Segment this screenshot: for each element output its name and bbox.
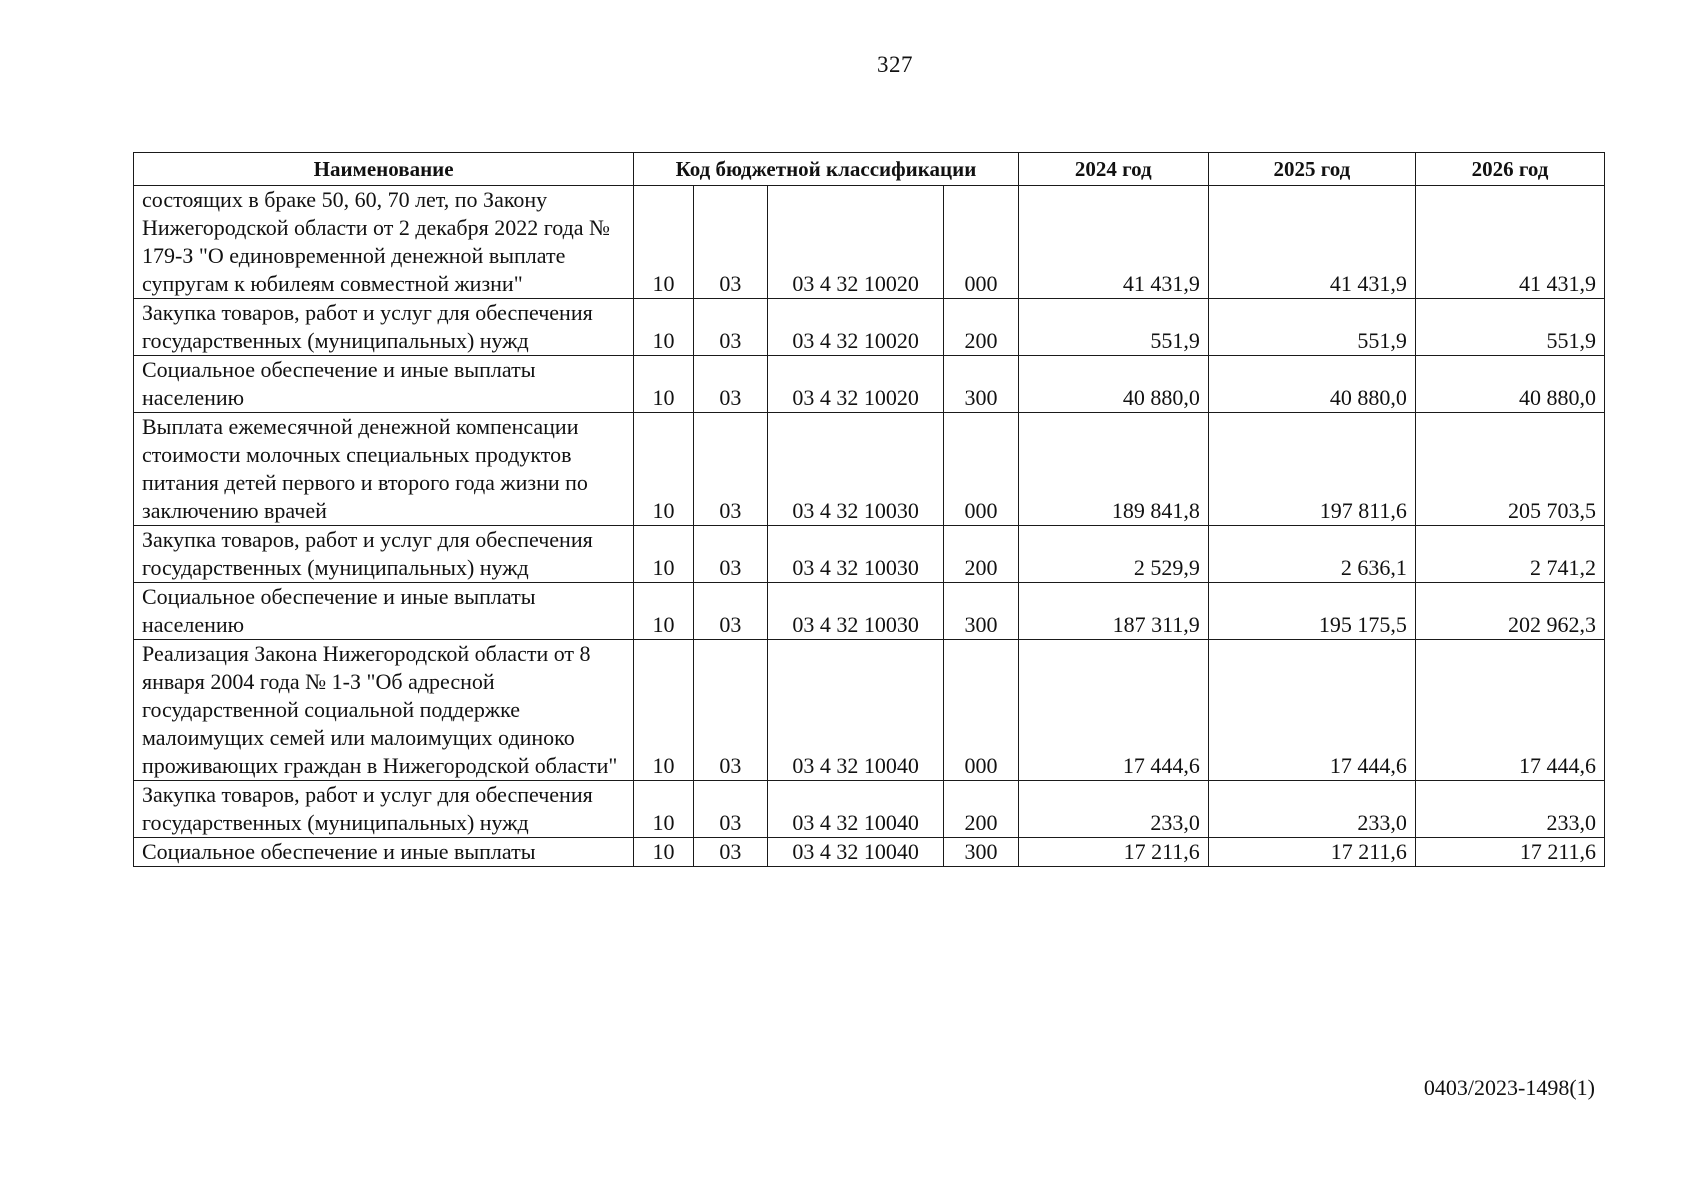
row-name: Социальное обеспечение и иные выплаты населению bbox=[134, 356, 634, 413]
row-target-article: 03 4 32 10040 bbox=[768, 838, 944, 867]
row-amount-2024: 17 444,6 bbox=[1018, 640, 1208, 781]
row-target-article: 03 4 32 10020 bbox=[768, 299, 944, 356]
row-subsection: 03 bbox=[693, 356, 767, 413]
document-code: 0403/2023-1498(1) bbox=[1423, 1075, 1595, 1100]
row-section: 10 bbox=[634, 838, 693, 867]
row-section: 10 bbox=[634, 186, 693, 299]
row-amount-2025: 2 636,1 bbox=[1208, 526, 1415, 583]
row-expense-type: 300 bbox=[944, 583, 1018, 640]
row-target-article: 03 4 32 10020 bbox=[768, 186, 944, 299]
row-name: Социальное обеспечение и иные выплаты населению bbox=[134, 583, 634, 640]
row-section: 10 bbox=[634, 781, 693, 838]
row-expense-type: 200 bbox=[944, 781, 1018, 838]
row-target-article: 03 4 32 10040 bbox=[768, 640, 944, 781]
row-amount-2024: 40 880,0 bbox=[1018, 356, 1208, 413]
table-body bbox=[134, 186, 1605, 867]
row-amount-2024: 187 311,9 bbox=[1018, 583, 1208, 640]
table-row bbox=[134, 413, 1605, 526]
row-subsection: 03 bbox=[693, 583, 767, 640]
row-amount-2026: 205 703,5 bbox=[1415, 413, 1604, 526]
table-row bbox=[134, 640, 1605, 781]
row-section: 10 bbox=[634, 640, 693, 781]
row-amount-2026: 41 431,9 bbox=[1415, 186, 1604, 299]
table-row bbox=[134, 526, 1605, 583]
row-target-article: 03 4 32 10040 bbox=[768, 781, 944, 838]
row-section: 10 bbox=[634, 413, 693, 526]
row-target-article: 03 4 32 10030 bbox=[768, 583, 944, 640]
row-amount-2025: 233,0 bbox=[1208, 781, 1415, 838]
row-expense-type: 200 bbox=[944, 526, 1018, 583]
row-amount-2025: 197 811,6 bbox=[1208, 413, 1415, 526]
row-subsection: 03 bbox=[693, 640, 767, 781]
row-amount-2025: 195 175,5 bbox=[1208, 583, 1415, 640]
row-target-article: 03 4 32 10030 bbox=[768, 526, 944, 583]
table-row bbox=[134, 583, 1605, 640]
row-amount-2024: 2 529,9 bbox=[1018, 526, 1208, 583]
table-row bbox=[134, 299, 1605, 356]
header-code: Код бюджетной классификации bbox=[634, 153, 1019, 186]
row-amount-2026: 17 444,6 bbox=[1415, 640, 1604, 781]
row-expense-type: 000 bbox=[944, 640, 1018, 781]
row-subsection: 03 bbox=[693, 781, 767, 838]
row-section: 10 bbox=[634, 526, 693, 583]
row-amount-2026: 40 880,0 bbox=[1415, 356, 1604, 413]
row-name: состоящих в браке 50, 60, 70 лет, по Закону Нижегородской области от 2 декабря 2022 года № 179-З "О единовременной денежной выплате супругам к юбилеям совместной жизни" bbox=[134, 186, 634, 299]
table-row bbox=[134, 186, 1605, 299]
row-amount-2026: 551,9 bbox=[1415, 299, 1604, 356]
row-amount-2025: 41 431,9 bbox=[1208, 186, 1415, 299]
header-year-2025: 2025 год bbox=[1208, 153, 1415, 186]
row-amount-2024: 41 431,9 bbox=[1018, 186, 1208, 299]
row-name: Закупка товаров, работ и услуг для обеспечения государственных (муниципальных) нужд bbox=[134, 781, 634, 838]
row-amount-2025: 17 211,6 bbox=[1208, 838, 1415, 867]
row-target-article: 03 4 32 10020 bbox=[768, 356, 944, 413]
row-expense-type: 000 bbox=[944, 413, 1018, 526]
row-amount-2025: 40 880,0 bbox=[1208, 356, 1415, 413]
row-amount-2025: 17 444,6 bbox=[1208, 640, 1415, 781]
header-year-2026: 2026 год bbox=[1415, 153, 1604, 186]
row-amount-2026: 2 741,2 bbox=[1415, 526, 1604, 583]
row-target-article: 03 4 32 10030 bbox=[768, 413, 944, 526]
table-row bbox=[134, 781, 1605, 838]
row-amount-2026: 202 962,3 bbox=[1415, 583, 1604, 640]
page-number: 327 bbox=[877, 52, 913, 77]
row-amount-2025: 551,9 bbox=[1208, 299, 1415, 356]
row-name: Закупка товаров, работ и услуг для обеспечения государственных (муниципальных) нужд bbox=[134, 526, 634, 583]
row-amount-2026: 233,0 bbox=[1415, 781, 1604, 838]
header-name: Наименование bbox=[134, 153, 634, 186]
row-amount-2024: 233,0 bbox=[1018, 781, 1208, 838]
row-expense-type: 200 bbox=[944, 299, 1018, 356]
row-expense-type: 300 bbox=[944, 838, 1018, 867]
row-subsection: 03 bbox=[693, 413, 767, 526]
row-amount-2026: 17 211,6 bbox=[1415, 838, 1604, 867]
row-expense-type: 300 bbox=[944, 356, 1018, 413]
row-amount-2024: 17 211,6 bbox=[1018, 838, 1208, 867]
row-section: 10 bbox=[634, 583, 693, 640]
table-header-row bbox=[134, 153, 1605, 186]
table-row bbox=[134, 838, 1605, 867]
row-name: Закупка товаров, работ и услуг для обеспечения государственных (муниципальных) нужд bbox=[134, 299, 634, 356]
row-subsection: 03 bbox=[693, 299, 767, 356]
row-name: Выплата ежемесячной денежной компенсации стоимости молочных специальных продуктов питания детей первого и второго года жизни по заключению врачей bbox=[134, 413, 634, 526]
budget-table bbox=[133, 152, 1605, 867]
row-subsection: 03 bbox=[693, 838, 767, 867]
row-amount-2024: 189 841,8 bbox=[1018, 413, 1208, 526]
row-amount-2024: 551,9 bbox=[1018, 299, 1208, 356]
row-name: Социальное обеспечение и иные выплаты bbox=[134, 838, 634, 867]
row-expense-type: 000 bbox=[944, 186, 1018, 299]
row-subsection: 03 bbox=[693, 186, 767, 299]
row-section: 10 bbox=[634, 356, 693, 413]
header-year-2024: 2024 год bbox=[1018, 153, 1208, 186]
row-name: Реализация Закона Нижегородской области от 8 января 2004 года № 1-З "Об адресной государственной социальной поддержке малоимущих семей или малоимущих одиноко проживающих граждан в Нижегородской области" bbox=[134, 640, 634, 781]
row-subsection: 03 bbox=[693, 526, 767, 583]
table-row bbox=[134, 356, 1605, 413]
row-section: 10 bbox=[634, 299, 693, 356]
